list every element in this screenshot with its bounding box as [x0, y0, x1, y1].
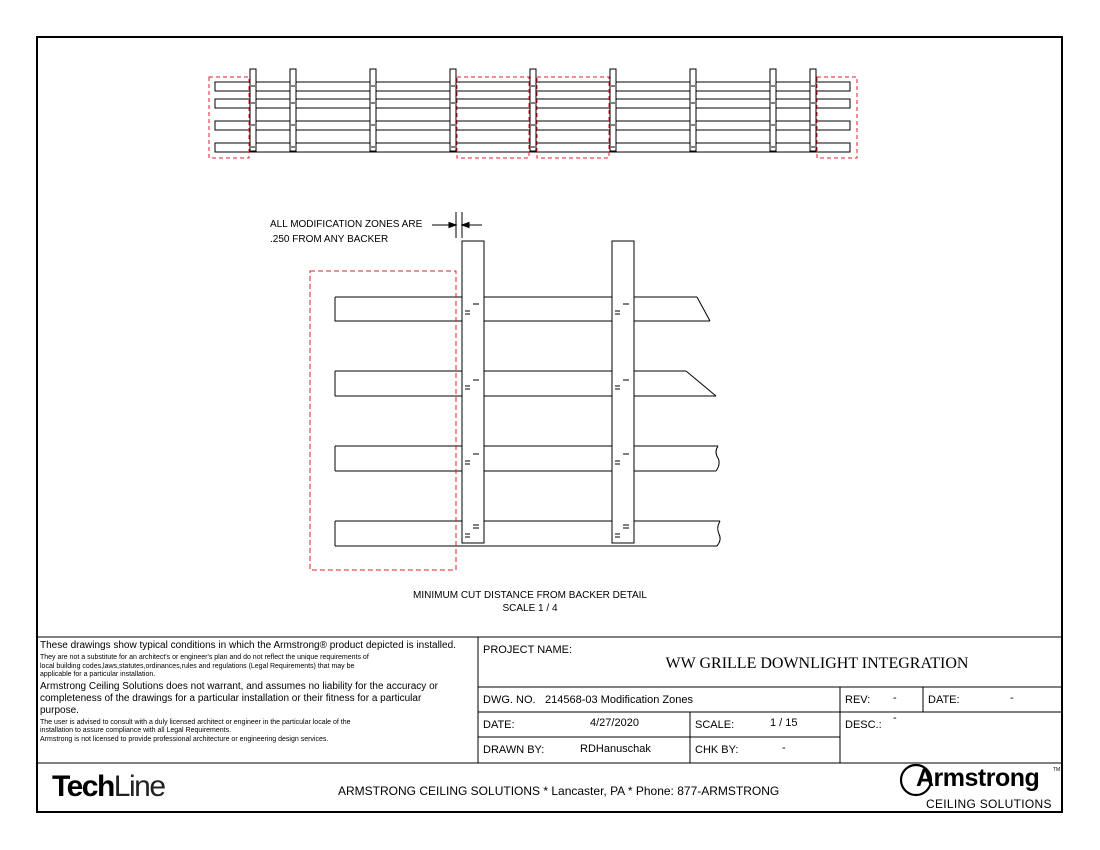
date-label-top: DATE:	[928, 694, 960, 706]
desc-label: DESC.:	[845, 719, 882, 731]
detail-slat-1	[335, 297, 710, 321]
armstrong-wordmark	[916, 764, 1039, 793]
desc-value: -	[893, 712, 897, 724]
armstrong-tm: TM	[1053, 767, 1061, 773]
detail-title: MINIMUM CUT DISTANCE FROM BACKER DETAIL	[413, 590, 647, 601]
disclaimer-p4-line: The user is advised to consult with a duly licensed architect or engineer in the particular locale of the	[40, 718, 351, 726]
scale-value: 1 / 15	[770, 717, 798, 729]
disclaimer-p3-line: completeness of the drawings for a particular installation or their fitness for a particular	[40, 692, 422, 704]
detail-fasteners	[465, 304, 629, 537]
techline-logo-light: Line	[113, 770, 165, 803]
detail-slat-2	[335, 371, 716, 396]
disclaimer-p3-line: purpose.	[40, 704, 79, 716]
detail-slat-3	[335, 446, 719, 471]
plan-backer	[290, 69, 296, 151]
date-value: 4/27/2020	[590, 717, 639, 729]
armstrong-subtitle: CEILING SOLUTIONS	[926, 797, 1052, 811]
plan-modification-zone	[457, 77, 529, 158]
plan-backer	[250, 69, 256, 151]
armstrong-wordmark-text: Armstrong	[916, 764, 1040, 792]
detail-backer-right	[612, 241, 634, 543]
detail-view	[310, 212, 720, 570]
dwg-no-label: DWG. NO.	[483, 694, 536, 706]
drawn-by-value: RDHanuschak	[580, 743, 651, 755]
plan-backer	[810, 69, 816, 151]
disclaimer-p4-line: installation to assure compliance with all Legal Requirements.	[40, 727, 232, 734]
callout-line-1: ALL MODIFICATION ZONES ARE	[270, 219, 423, 230]
chk-by-label: CHK BY:	[695, 744, 739, 756]
chk-by-value: -	[782, 742, 786, 754]
detail-scale: SCALE 1 / 4	[502, 603, 558, 614]
dwg-no-value: 214568-03 Modification Zones	[545, 694, 693, 706]
disclaimer-p2-line: They are not a substitute for an architect's or engineer's plan and do not reflect the unique requirements of	[40, 654, 369, 661]
disclaimer-p3	[40, 681, 476, 717]
plan-backer	[370, 69, 376, 151]
disclaimer	[40, 640, 476, 744]
date-value-top: -	[1010, 692, 1014, 704]
drawn-by-label: DRAWN BY:	[483, 744, 545, 756]
callout-line-2: .250 FROM ANY BACKER	[270, 234, 389, 245]
rev-value: -	[893, 692, 897, 704]
disclaimer-p4	[40, 719, 476, 745]
disclaimer-p2-line: local building codes,laws,statutes,ordinances,rules and regulations (Legal Requirements) that may be	[40, 662, 355, 670]
scale-label: SCALE:	[695, 719, 735, 731]
project-name-label: PROJECT NAME:	[483, 644, 573, 656]
disclaimer-p2	[40, 654, 476, 680]
date-label: DATE:	[483, 719, 515, 731]
plan-backer	[530, 69, 536, 151]
plan-backer	[770, 69, 776, 151]
project-name: WW GRILLE DOWNLIGHT INTEGRATION	[665, 655, 969, 672]
disclaimer-p1: These drawings show typical conditions in which the Armstrong® product depicted is installed.	[40, 640, 456, 651]
plan-backer	[450, 69, 456, 151]
techline-logo	[52, 770, 165, 804]
disclaimer-p4-line: Armstrong is not licensed to provide professional architecture or engineering design services.	[40, 735, 329, 743]
plan-view	[209, 69, 857, 158]
plan-backer	[690, 69, 696, 151]
disclaimer-p2-line: applicable for a particular installation.	[40, 671, 156, 678]
plan-modification-zone	[537, 77, 609, 158]
disclaimer-p3-line: Armstrong Ceiling Solutions does not warrant, and assumes no liability for the accuracy or	[40, 680, 438, 692]
plan-backer	[610, 69, 616, 151]
detail-modification-zone	[310, 271, 456, 570]
rev-label: REV:	[845, 694, 871, 706]
detail-backer-left	[462, 241, 484, 543]
footer-address: ARMSTRONG CEILING SOLUTIONS * Lancaster, PA * Phone: 877-ARMSTRONG	[338, 784, 780, 798]
plan-modification-zone	[817, 77, 857, 158]
detail-slat-4	[335, 521, 720, 546]
dimension-callout	[432, 212, 482, 238]
techline-logo-bold: Tech	[52, 770, 114, 803]
